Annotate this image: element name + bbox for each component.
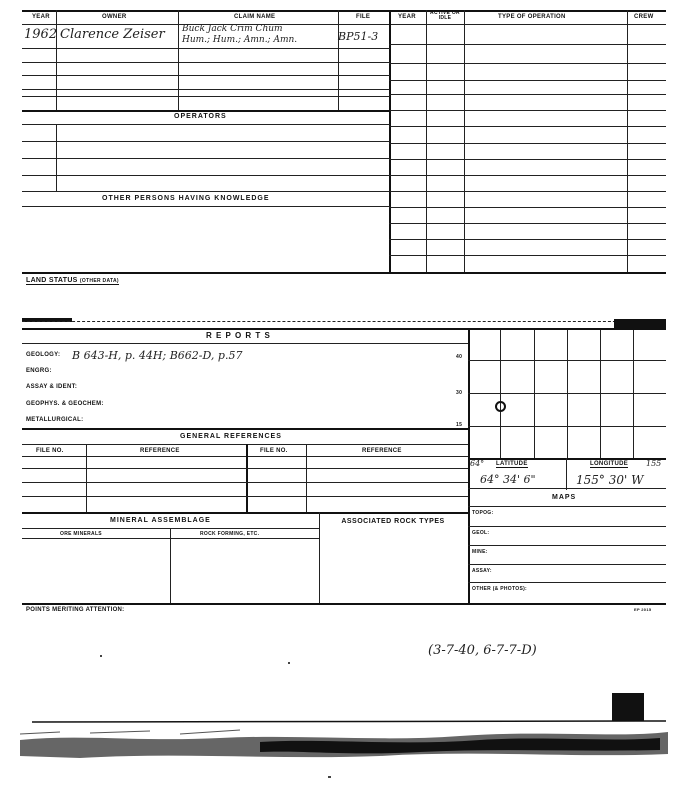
gr-reference-2: REFERENCE bbox=[362, 448, 402, 454]
engrg-label: ENGRG: bbox=[26, 368, 52, 374]
mineral-assemblage-title: MINERAL ASSEMBLAGE bbox=[110, 517, 211, 524]
maps-other: OTHER (& PHOTOS): bbox=[472, 586, 528, 592]
gr-file-no-2: FILE NO. bbox=[260, 448, 288, 454]
gr-reference-1: REFERENCE bbox=[140, 448, 180, 454]
longitude-label: LONGITUDE bbox=[590, 461, 629, 467]
maps-mine: MINE: bbox=[472, 549, 488, 555]
other-persons-title: OTHER PERSONS HAVING KNOWLEDGE bbox=[102, 195, 270, 202]
maps-assay: ASSAY: bbox=[472, 568, 492, 574]
maps-title: MAPS bbox=[552, 494, 577, 501]
gr-file-no-1: FILE NO. bbox=[36, 448, 64, 454]
entry-claim-line2: Hum.; Hum.; Amn.; Amn. bbox=[182, 35, 298, 45]
entry-file: BP51-3 bbox=[338, 30, 379, 43]
geology-num: 40 bbox=[456, 354, 463, 360]
longitude-value: 155° 30' W bbox=[576, 473, 644, 487]
associated-rock-types-title: ASSOCIATED ROCK TYPES bbox=[341, 518, 445, 525]
ops-crew-header: CREW bbox=[634, 14, 654, 20]
assay-label: ASSAY & IDENT: bbox=[26, 384, 78, 390]
claim-name-header: CLAIM NAME bbox=[234, 14, 276, 20]
latitude-value: 64° 34' 6" bbox=[480, 473, 536, 486]
form-code: EP 2015 bbox=[634, 607, 652, 612]
owner-header: OWNER bbox=[102, 14, 127, 20]
ops-type-header: TYPE OF OPERATION bbox=[498, 14, 566, 20]
geology-value: B 643-H, p. 44H; B662-D, p.57 bbox=[72, 349, 243, 362]
year-header: YEAR bbox=[32, 14, 50, 20]
land-status-label bbox=[26, 277, 119, 285]
rock-forming-header: ROCK FORMING, ETC. bbox=[200, 531, 260, 537]
ops-year-header: YEAR bbox=[398, 14, 416, 20]
geology-label: GEOLOGY: bbox=[26, 352, 61, 358]
metallurgical-label: METALLURGICAL: bbox=[26, 417, 84, 423]
entry-year: 1962 bbox=[24, 27, 58, 42]
scan-smudge-graphic bbox=[20, 712, 668, 770]
ops-active-header: ACTIVE OR IDLE bbox=[430, 10, 460, 21]
general-references-title: GENERAL REFERENCES bbox=[180, 433, 282, 440]
location-marker-icon bbox=[495, 401, 506, 412]
points-meriting-label: POINTS MERITING ATTENTION: bbox=[26, 607, 125, 613]
assay-num: 30 bbox=[456, 390, 463, 396]
maps-geol: GEOL: bbox=[472, 530, 490, 536]
entry-owner: Clarence Zeiser bbox=[60, 27, 165, 42]
maps-topog: TOPOG: bbox=[472, 510, 494, 516]
handwritten-note: (3-7-40, 6-7-7-D) bbox=[428, 643, 537, 658]
latitude-label: LATITUDE bbox=[496, 461, 528, 467]
lat-degree: 64° bbox=[470, 459, 485, 468]
entry-claim-line1: Buck Jack Crim Chum bbox=[182, 24, 283, 34]
ore-minerals-header: ORE MINERALS bbox=[60, 531, 102, 537]
file-header: FILE bbox=[356, 14, 371, 20]
operators-title: OPERATORS bbox=[174, 113, 227, 120]
lon-degree: 155 bbox=[646, 459, 662, 468]
land-status-sub: (OTHER DATA) bbox=[79, 278, 119, 284]
reports-title: R E P O R T S bbox=[206, 331, 271, 340]
geophys-label: GEOPHYS. & GEOCHEM: bbox=[26, 401, 104, 407]
land-status-text: LAND STATUS bbox=[26, 277, 78, 284]
metallurgical-num: 15 bbox=[456, 422, 463, 428]
